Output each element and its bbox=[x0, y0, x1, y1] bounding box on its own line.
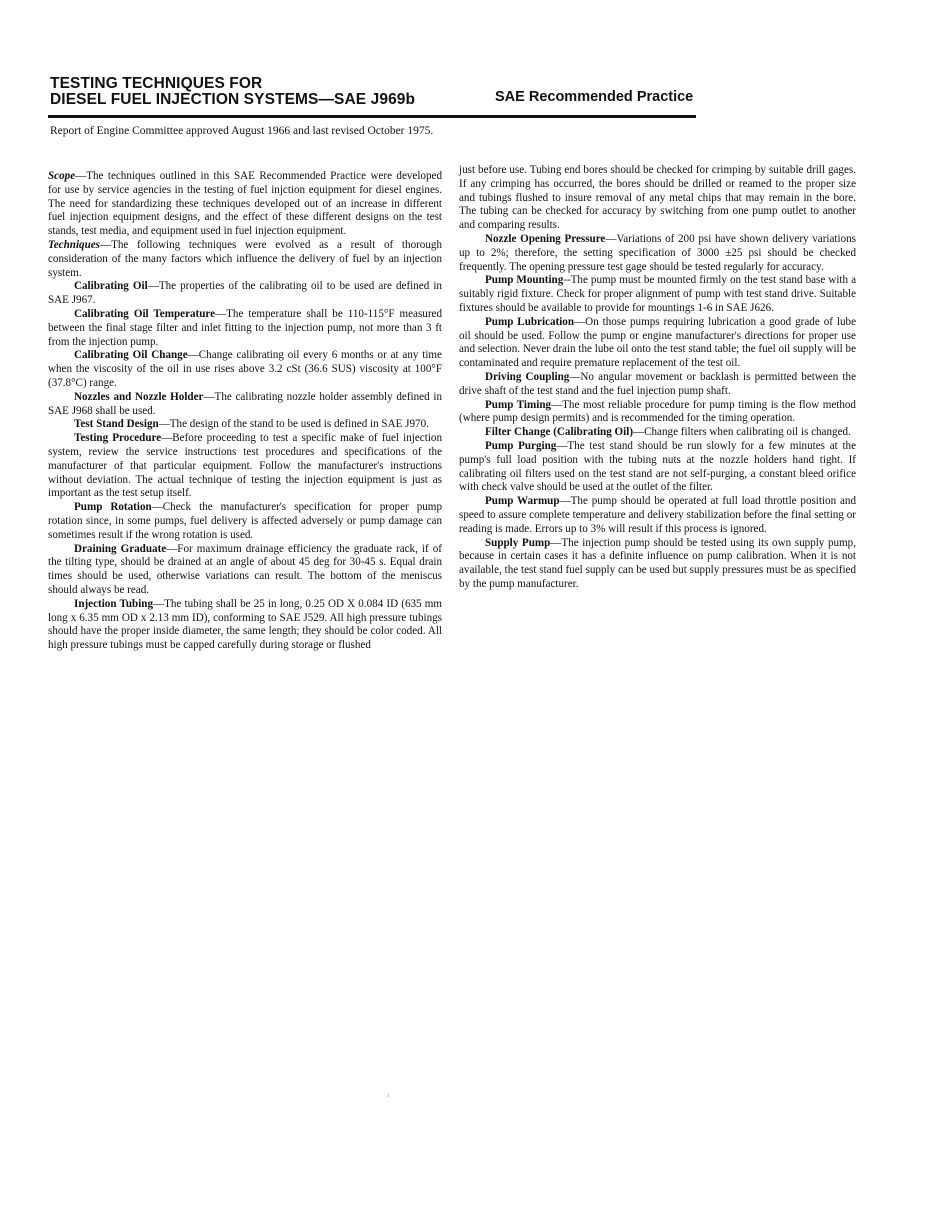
paragraph-heading: Techniques bbox=[48, 238, 100, 251]
right-column bbox=[459, 164, 856, 592]
paragraph-text: —The most reliable procedure for pump timing is the flow method (where pump design permits) and is recommended for the timing operation. bbox=[459, 398, 856, 425]
paragraph-heading: Pump Lubrication bbox=[485, 315, 575, 328]
paragraph-text: —The design of the stand to be used is defined in SAE J970. bbox=[158, 418, 429, 431]
paragraph bbox=[459, 371, 856, 399]
paragraph-heading: Pump Warmup bbox=[485, 495, 560, 508]
paragraph bbox=[459, 440, 856, 495]
paragraph-heading: Filter Change (Calibrating Oil) bbox=[485, 426, 634, 439]
report-line: Report of Engine Committee approved August 1966 and last revised October 1975. bbox=[50, 125, 434, 137]
paragraph bbox=[48, 349, 442, 390]
paragraph bbox=[459, 399, 856, 427]
paragraph-text: —The calibrating nozzle holder assembly defined in SAE J968 shall be used. bbox=[48, 390, 442, 417]
paragraph bbox=[459, 274, 856, 315]
paragraph-text: —The properties of the calibrating oil to be used are defined in SAE J967. bbox=[48, 280, 442, 307]
paragraph-heading: Pump Purging bbox=[485, 439, 557, 452]
paragraph-heading: Testing Procedure bbox=[74, 432, 162, 445]
paragraph-text: —The techniques outlined in this SAE Recommended Practice were developed for use by service agencies in the testing of fuel injction equipment for diesel engines. The need for standardizing these techniques developed out of an increase in different fuel injection equipment designs, and the effect of these different designs on the test stands, test media, and equipment used in fuel injection equipment. bbox=[48, 170, 442, 238]
paragraph bbox=[459, 495, 856, 536]
paragraph-heading: Supply Pump bbox=[485, 536, 551, 549]
paragraph-text: —On those pumps requiring lubrication a good grade of lube oil should be used. Follow the pump or engine manufacturer's directions for proper use and selection. Never drain the lube oil onto the test stand table; the fuel oil supply will be contaminated and require premature replacement of the test oil. bbox=[459, 315, 856, 370]
paragraph-heading: Calibrating Oil Change bbox=[74, 349, 188, 362]
paragraph bbox=[48, 391, 442, 419]
paragraph bbox=[48, 501, 442, 542]
practice-label: SAE Recommended Practice bbox=[495, 89, 694, 105]
paragraph-heading: Pump Rotation bbox=[74, 501, 152, 514]
paragraph-text: —The tubing shall be 25 in long, 0.25 OD X 0.084 ID (635 mm long x 6.35 mm OD x 2.13 mm ID), conforming to SAE J529. All high pressure tubings should have the proper inside diameter, the same length; they should be color coded. All high pressure tubings must be capped carefully during storage or flushed bbox=[48, 597, 442, 652]
paragraph bbox=[459, 316, 856, 371]
paragraph-text: —The injection pump should be tested using its own supply pump, because in certain cases it has a definite influence on pump calibration. When it is not available, the test stand fuel supply can be used but supply pressures must be as specified by the pump manufacturer. bbox=[459, 536, 856, 590]
paragraph bbox=[48, 239, 442, 280]
paragraph-heading: Driving Coupling bbox=[485, 370, 570, 383]
paragraph-text: —For maximum drainage efficiency the graduate rack, if of the tilting type, should be drained at an angle of about 45 deg for 30-45 s. Equal drain times should be used, otherwise variations can result. The bottom of the meniscus should always be read. bbox=[48, 542, 442, 596]
paragraph-heading: Pump Timing bbox=[485, 398, 552, 411]
paragraph bbox=[459, 426, 856, 440]
paragraph-text: --The pump must be mounted firmly on the test stand base with a suitably rigid fixture. Check for proper alignment of pump with test stand drive. Suitable fixtures should be available to provide for mountings 1-6 in SAE J626. bbox=[459, 274, 856, 314]
paragraph-text: —The following techniques were evolved as a result of thorough consideration of the many factors which influence the delivery of fuel by an injection system. bbox=[48, 238, 442, 279]
left-column bbox=[48, 170, 442, 653]
paragraph-heading: Draining Graduate bbox=[74, 542, 167, 555]
paragraph-text: —Check the manufacturer's specification for proper pump rotation since, in some pumps, fuel delivery is affected adversely or pump damage can sometimes result if the wrong rotation is used. bbox=[48, 501, 442, 541]
paragraph-text: —The test stand should be run slowly for a few minutes at the pump's full load position with the tubing nuts at the nozzle holders hand tight. If calibrating oil filters used on the test stand are not self-purging, a constant bleed orifice with check valve should be used at the outlet of the filter. bbox=[459, 439, 856, 494]
paragraph bbox=[48, 418, 442, 432]
document-title bbox=[50, 76, 415, 108]
paragraph-heading: Injection Tubing bbox=[74, 597, 153, 610]
paragraph-heading: Calibrating Oil Temperature bbox=[74, 307, 216, 320]
paragraph bbox=[48, 543, 442, 598]
paragraph bbox=[459, 164, 856, 233]
paragraph bbox=[48, 308, 442, 349]
header-rule bbox=[48, 115, 696, 118]
paragraph bbox=[48, 280, 442, 308]
paragraph bbox=[459, 537, 856, 592]
paragraph-text: —Change calibrating oil every 6 months or at any time when the viscosity of the oil in use rises above 3.2 cSt (36.6 SUS) viscosity at 100°F (37.8°C) range. bbox=[48, 349, 442, 389]
paragraph-heading: Nozzles and Nozzle Holder bbox=[74, 390, 204, 403]
paragraph-text: —No angular movement or backlash is permitted between the drive shaft of the test stand and the fuel injection pump shaft. bbox=[459, 370, 856, 397]
paragraph-text: —The pump should be operated at full load throttle position and speed to assure complete temperature and delivery stabilization before the final setting or reading is made. Errors up to 3% will result if this process is ignored. bbox=[459, 495, 856, 535]
paragraph-text: —Before proceeding to test a specific make of fuel injection system, review the service instructions test procedures and specifications of the manufacturer of that particular equipment. Follow the manufacturer's instructions without deviation. The actual technique of testing the injection equipment is just as important as the test setup itself. bbox=[48, 432, 442, 500]
paragraph bbox=[48, 598, 442, 653]
paragraph-heading: Pump Mounting bbox=[485, 274, 564, 287]
title-line-2: DIESEL FUEL INJECTION SYSTEMS—SAE J969b bbox=[50, 91, 416, 108]
paragraph bbox=[48, 170, 442, 239]
paragraph-text: —Variations of 200 psi have shown delivery variations up to 2%; therefore, the setting specification of 3000 ±25 psi should be checked frequently. The opening pressure test gage should be tested regularly for accuracy. bbox=[459, 232, 856, 273]
paragraph-heading: Calibrating Oil bbox=[74, 280, 148, 293]
paragraph bbox=[48, 432, 442, 501]
paragraph-text: just before use. Tubing end bores should be checked for crimping by suitable drill gages. If any crimping has occurred, the bores should be drilled or reamed to the proper size and tubings flushed to insure removal of any metal chips that may remain in the bore. The tubing can be checked for accuracy by switching from one pump outlet to another and comparing results. bbox=[459, 164, 856, 232]
scan-speck bbox=[388, 1094, 389, 1097]
paragraph-text: —Change filters when calibrating oil is changed. bbox=[633, 426, 851, 439]
paragraph bbox=[459, 233, 856, 274]
paragraph-heading: Nozzle Opening Pressure bbox=[485, 232, 606, 245]
paragraph-text: —The temperature shall be 110-115°F measured between the final stage filter and inlet fitting to the injection pump, not more than 3 ft from the injection pump. bbox=[48, 307, 442, 348]
title-line-1: TESTING TECHNIQUES FOR bbox=[50, 75, 263, 92]
paragraph-heading: Test Stand Design bbox=[74, 418, 159, 431]
paragraph-heading: Scope bbox=[48, 170, 76, 182]
